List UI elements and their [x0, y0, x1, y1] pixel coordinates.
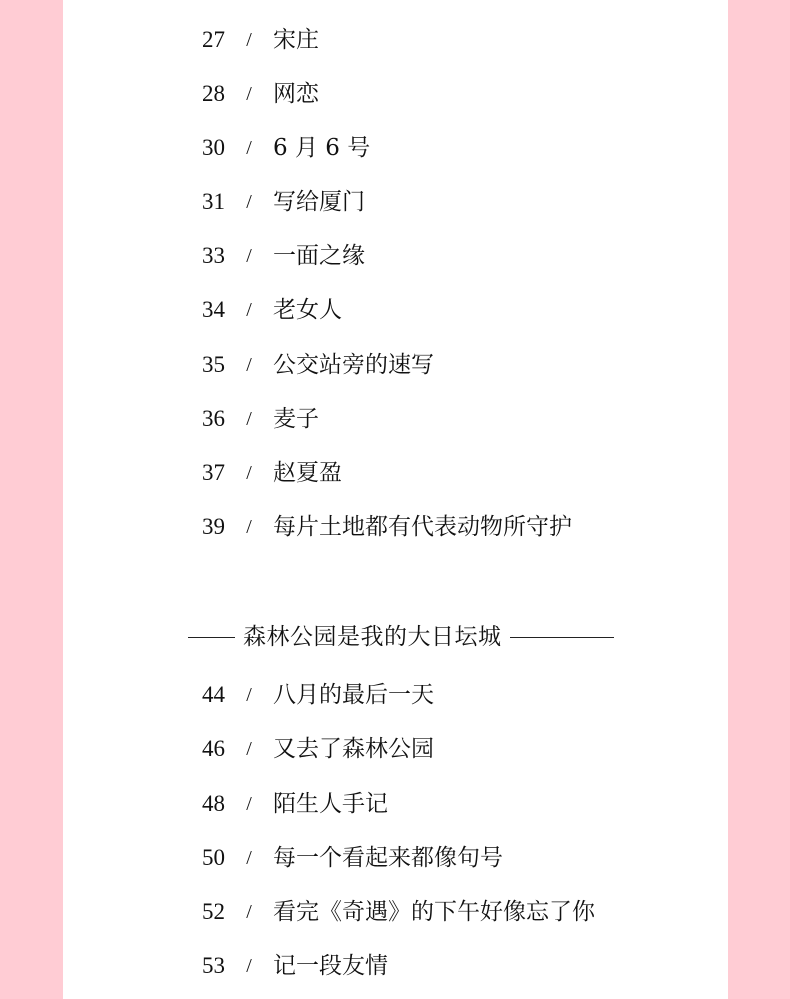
page-number: 52: [202, 899, 225, 924]
page-number: 53: [202, 953, 225, 978]
toc-entry[interactable]: [195, 133, 370, 163]
separator: /: [246, 245, 252, 267]
separator: /: [246, 83, 252, 105]
entry-title: 公交站旁的速写: [273, 352, 434, 378]
toc-entry[interactable]: [195, 79, 319, 109]
page-number: 48: [202, 791, 225, 816]
section-heading: [188, 620, 614, 654]
toc-entry[interactable]: [195, 295, 342, 325]
entry-title: 6 月 6 号: [273, 135, 371, 161]
toc-page: [63, 0, 728, 999]
entry-title: 每片土地都有代表动物所守护: [273, 514, 572, 540]
page-number: 46: [202, 736, 225, 761]
separator: /: [246, 955, 252, 977]
separator: /: [246, 462, 252, 484]
page-number: 33: [202, 243, 225, 268]
toc-entry[interactable]: [195, 843, 503, 873]
separator: /: [246, 191, 252, 213]
toc-entry[interactable]: [195, 350, 434, 380]
separator: /: [246, 738, 252, 760]
entry-title: 麦子: [273, 406, 319, 432]
toc-entry[interactable]: [195, 680, 434, 710]
entry-title: 每一个看起来都像句号: [273, 845, 503, 871]
page-number: 31: [202, 189, 225, 214]
entry-title: 八月的最后一天: [273, 682, 434, 708]
toc-entry[interactable]: [195, 789, 388, 819]
toc-entry[interactable]: [195, 187, 365, 217]
heading-rule-right: [510, 637, 614, 638]
page-number: 44: [202, 682, 225, 707]
separator: /: [246, 354, 252, 376]
entry-title: 写给厦门: [273, 189, 365, 215]
page-number: 39: [202, 514, 225, 539]
toc-entry[interactable]: [195, 951, 388, 981]
separator: /: [246, 847, 252, 869]
page-number: 34: [202, 297, 225, 322]
entry-title: 网恋: [273, 81, 319, 107]
separator: /: [246, 516, 252, 538]
heading-rule-left: [188, 637, 235, 638]
separator: /: [246, 299, 252, 321]
toc-entry[interactable]: [195, 241, 365, 271]
page-number: 28: [202, 81, 225, 106]
separator: /: [246, 684, 252, 706]
page-number: 37: [202, 460, 225, 485]
separator: /: [246, 408, 252, 430]
toc-entry[interactable]: [195, 897, 595, 927]
page-number: 36: [202, 406, 225, 431]
entry-title: 宋庄: [273, 27, 319, 53]
entry-title: 赵夏盈: [273, 460, 342, 486]
entry-title: 陌生人手记: [273, 791, 388, 817]
page-number: 30: [202, 135, 225, 160]
toc-entry[interactable]: [195, 512, 572, 542]
separator: /: [246, 793, 252, 815]
section-title: 森林公园是我的大日坛城: [243, 624, 502, 650]
page-number: 27: [202, 27, 225, 52]
page-number: 50: [202, 845, 225, 870]
separator: /: [246, 137, 252, 159]
toc-entry[interactable]: [195, 25, 319, 55]
page-number: 35: [202, 352, 225, 377]
entry-title: 看完《奇遇》的下午好像忘了你: [273, 899, 595, 925]
separator: /: [246, 29, 252, 51]
separator: /: [246, 901, 252, 923]
entry-title: 记一段友情: [273, 953, 388, 979]
entry-title: 又去了森林公园: [273, 736, 434, 762]
entry-title: 一面之缘: [273, 243, 365, 269]
toc-entry[interactable]: [195, 404, 319, 434]
toc-entry[interactable]: [195, 734, 434, 764]
entry-title: 老女人: [273, 297, 342, 323]
toc-entry[interactable]: [195, 458, 342, 488]
